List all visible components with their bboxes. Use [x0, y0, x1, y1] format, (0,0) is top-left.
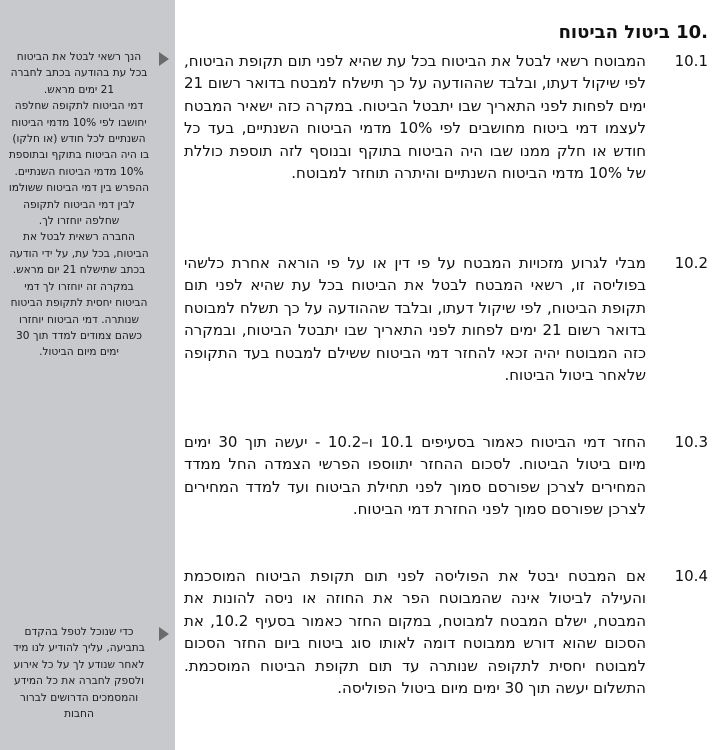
clause-text: החזר דמי הביטוח כאמור בסעיפים 10.1 ו–10.2 - יעשה תוך 30 ימים מיום ביטול הביטוח. לסכום ההחזר יתווספו הפרשי הצמדה החל ממדד המחירים לצרכן שפורסם סמוך לפני תחילת הביטוח ועד למדד המחירים לצרכן שפורסם סמוך לפני החזרת דמי הביטוח. — [184, 433, 647, 519]
margin-note-paragraph: כדי שנוכל לטפל בהקדם בתביעה, עליך להודיע לנו מיד לאחר שנודע לך על כל אירוע ולספק לחברה את כל המידע והמסמכים הדרושים לברור החבות — [13, 626, 145, 721]
clause-number: 10.2 — [674, 254, 708, 272]
clause-number: 10.4 — [674, 567, 708, 585]
margin-note-paragraph: דמי הביטוח לתקופה שחלפה יחושבו לפי 10% מדמי הביטוח השנתיים לכל חודש (או חלקו) בו היה הביטוח בתוקף ובתוספת 10% מדמי הביטוח השנתיים. ההפרש בין דמי הביטוח ששולמו לבין דמי הביטוח לתקופה שחלפה יוחזרו לך. — [8, 100, 150, 228]
margin-note-paragraph: החברה רשאית לבטל את הביטוח, בכל עת, על ידי הודעה בכתב שתישלח 21 יום מראש. במקרה זה יוחזרו לך דמי הביטוח יחסית לתקופת הביטוח שנותרה. דמי הביטוח יוחזרו כשהם צמודים למדד תוך 30 ימים מיום הביטול. — [9, 231, 149, 359]
clause-text: אם המבטח יבטל את הפוליסה לפני תום תקופת הביטוח המוסכמת והעילה לביטול אינה שהמבוטח הפר את החוזה או ניסה להונות את המבטח, ישלם המבטח למבוטח, במקום החזר כאמור בסעיף 10.2, את הסכום שהוא דורש ממבוטח דומה לאותו סוג ביטוח ביום החזר הסכום למבוטח יחסית לתקופה שנותרה עד תום תקופת הביטוח המוסכמת. התשלום יעשה תוך 30 ימים מיום ביטול הפוליסה. — [184, 567, 647, 698]
margin-note-paragraph: הנך רשאי לבטל את הביטוח בכל עת בהודעה בכתב לחברה 21 ימים מראש. — [10, 51, 148, 96]
clause-number: 10.3 — [674, 433, 708, 451]
document-body — [184, 0, 708, 750]
section-title: .10 ביטול הביטוח — [558, 22, 708, 43]
margin-note-claims — [8, 624, 150, 722]
margin-note-cancellation — [8, 49, 150, 361]
margin-notes-sidebar — [0, 0, 175, 750]
pointer-arrow-icon — [159, 52, 169, 66]
clause-text: מבלי לגרוע מזכויות המבטח על פי דין או על פי הוראה אחרת כלשהי בפוליסה זו, רשאי המבטח לבטל את הביטוח בכל עת שהיא לפני תום תקופת הביטוח, לפי שיקול דעתו, ובלבד שההודעה על כך תשלח למבוטח בדואר רשום 21 ימים לפחות לפני התאריך שבו יתבטל הביטוח, ובמקרה כזה המבוטח יהיה זכאי להחזר דמי הביטוח ששילם למבטח בעד התקופה שלאחר ביטול הביטוח. — [184, 254, 646, 385]
clause-text: המבוטח רשאי לבטל את הביטוח בכל עת שהיא לפני תום תקופת הביטוח, לפי שיקול דעתו, ובלבד שההודעה על כך תישלח למבטח בדואר רשום 21 ימים לפחות לפני התאריך שבו יתבטל הביטוח. במקרה כזה ישאיר המבטח לעצמו דמי ביטוח מחושבים לפי 10% מדמי הביטוח השנתיים, בעד כל חודש או חלק ממנו שבו היה הביטוח בתוקף ובנוסף לזה תוספת כוללת של 10% מדמי הביטוח השנתיים והיתרה תוחזר למבוטח. — [184, 52, 646, 183]
clause-number: 10.1 — [674, 52, 708, 70]
pointer-arrow-icon — [159, 627, 169, 641]
